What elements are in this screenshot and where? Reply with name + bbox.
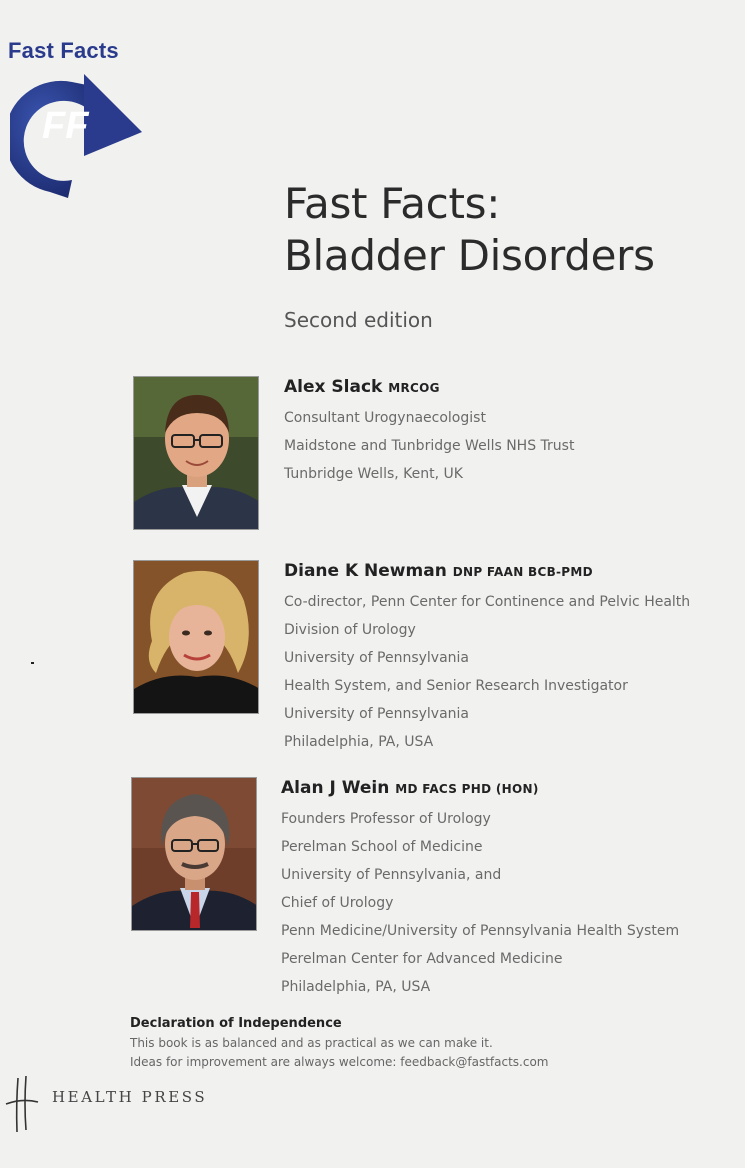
affiliation-line: University of Pennsylvania	[284, 650, 469, 666]
affiliation-line: Maidstone and Tunbridge Wells NHS Trust	[284, 438, 575, 454]
publisher-name: HEALTH PRESS	[52, 1088, 208, 1106]
affiliation-line: University of Pennsylvania, and	[281, 867, 502, 883]
title-line-2: Bladder Disorders	[284, 231, 655, 280]
author-info	[281, 777, 679, 1001]
fast-facts-logo	[10, 72, 145, 210]
series-label: Fast Facts	[8, 38, 119, 63]
author-qualifications: MRCOG	[388, 381, 440, 395]
affiliation-line: Division of Urology	[284, 622, 416, 638]
author-info	[284, 560, 690, 756]
affiliation-line: Consultant Urogynaecologist	[284, 410, 486, 426]
author-qualifications: DNP FAAN BCB-PMD	[452, 565, 593, 579]
declaration-text: Ideas for improvement are always welcome: feedback@fastfacts.com	[130, 1055, 549, 1069]
author-name: Alan J Wein MD FACS PHD (HON)	[281, 778, 539, 798]
affiliation-line: Perelman School of Medicine	[281, 839, 483, 855]
author-photo	[131, 777, 257, 931]
logo-text: FF	[42, 105, 89, 147]
affiliation-line: University of Pennsylvania	[284, 706, 469, 722]
author-photo	[133, 560, 259, 714]
affiliation-line: Health System, and Senior Research Investigator	[284, 678, 628, 694]
edition-label: Second edition	[284, 308, 433, 332]
declaration-text: This book is as balanced and as practical as we can make it.	[130, 1036, 493, 1050]
affiliation-line: Philadelphia, PA, USA	[281, 979, 431, 995]
affiliation-line: Penn Medicine/University of Pennsylvania Health System	[281, 923, 680, 939]
affiliation-line: Perelman Center for Advanced Medicine	[281, 951, 563, 967]
author-qualifications: MD FACS PHD (HON)	[395, 782, 539, 796]
author-name: Alex Slack MRCOG	[284, 377, 440, 397]
affiliation-line: Founders Professor of Urology	[281, 811, 491, 827]
author-info	[284, 376, 574, 488]
declaration-title: Declaration of Independence	[130, 1016, 342, 1031]
page-speck	[31, 662, 34, 664]
title-line-1: Fast Facts:	[284, 179, 501, 228]
author-name: Diane K Newman DNP FAAN BCB-PMD	[284, 561, 593, 581]
author-photo	[133, 376, 259, 530]
affiliation-line: Philadelphia, PA, USA	[284, 734, 434, 750]
affiliation-line: Chief of Urology	[281, 895, 394, 911]
health-press-logo-icon	[4, 1074, 40, 1134]
affiliation-line: Co-director, Penn Center for Continence and Pelvic Health	[284, 594, 691, 610]
book-title	[284, 178, 655, 282]
affiliation-line: Tunbridge Wells, Kent, UK	[284, 466, 463, 482]
